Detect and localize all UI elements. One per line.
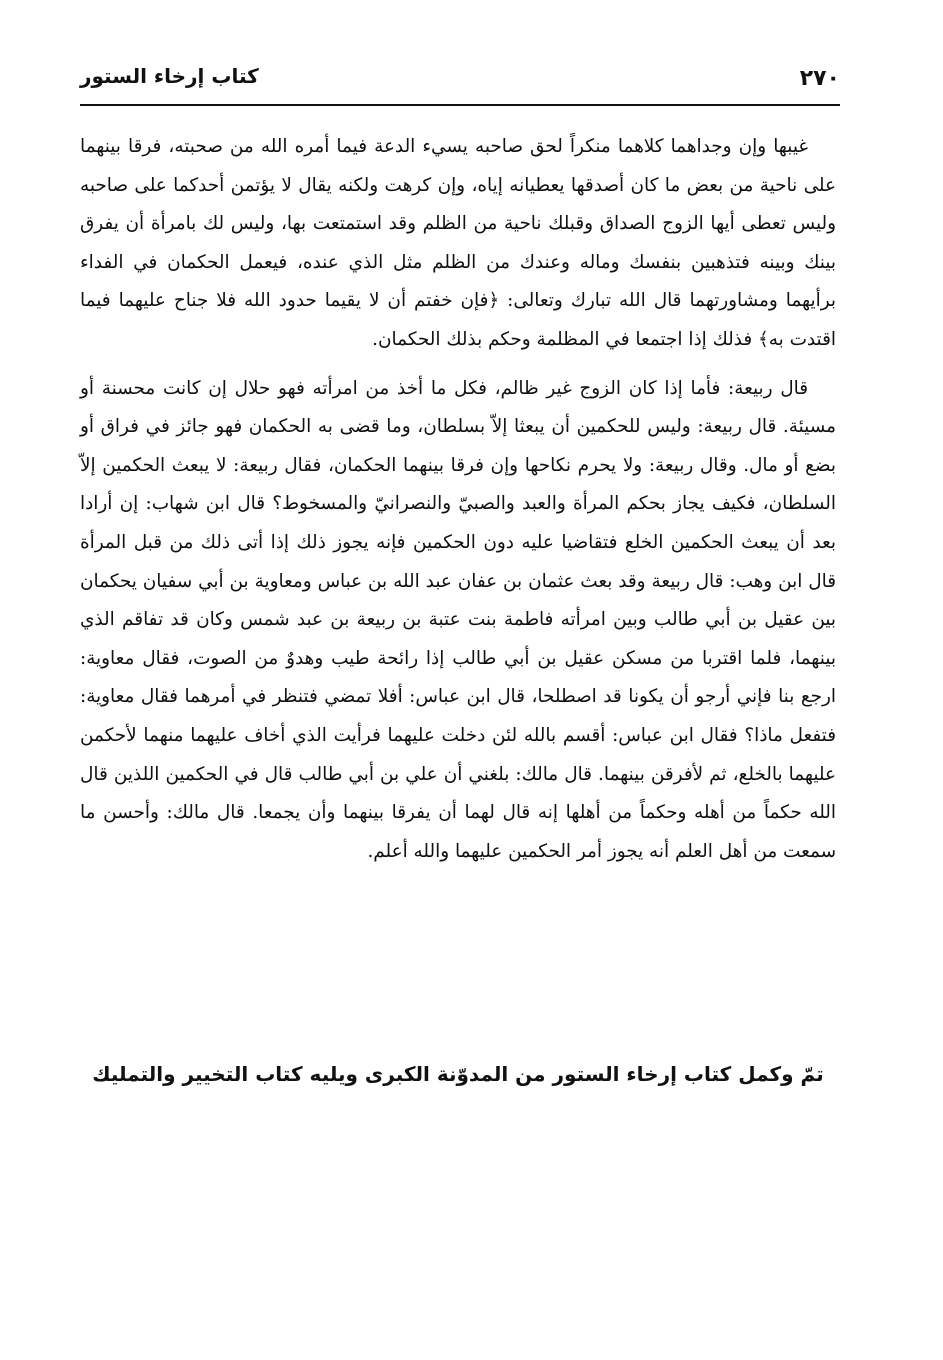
page-number: ٢٧٠ xyxy=(799,66,840,91)
paragraph-2: قال ربيعة: فأما إذا كان الزوج غير ظالم، فكل ما أخذ من امرأته فهو حلال إن كانت محسنة أو مسيئة. قال ربيعة: وليس للحكمين أن يبعثا إلاّ بسلطان، وما قضى به الحكمان فهو جائز في فراق أو بضع أو مال. وقال ربيعة: ولا يحرم نكاحها وإن فرقا بينهما الحكمان، فقال ربيعة: لا يبعث الحكمين إلاّ السلطان، فكيف يجاز بحكم المرأة والعبد والصبيّ والنصرانيّ والمسخوط؟ قال ابن شهاب: إن أرادا بعد أن يبعث الحكمين الخلع فتقاضيا عليه دون الحكمين فإنه يجوز ذلك إذا أتى ذلك من قبل المرأة قال ابن وهب: قال ربيعة وقد بعث عثمان بن عفان عبد الله بن عباس ومعاوية بن أبي سفيان يحكمان بين عقيل بن أبي طالب وبين امرأته فاطمة بنت عتبة بن ربيعة بن عبد شمس وكان قد تفاقم الذي بينهما، فلما اقتربا من مسكن عقيل بن أبي طالب إذا رائحة طيب وهدوٌ من الصوت، فقال معاوية: ارجع بنا فإني أرجو أن يكونا قد اصطلحا، قال ابن عباس: أفلا تمضي فتنظر في أمرهما فقال معاوية: فتفعل ماذا؟ فقال ابن عباس: أقسم بالله لئن دخلت عليهما فرأيت الذي أخاف عليهما منهما لأحكمن عليهما بالخلع، ثم لأفرقن بينهما. قال مالك: بلغني أن علي بن أبي طالب قال في الحكمين اللذين قال الله حكماً من أهله وحكماً من أهلها إنه قال لهما أن يفرقا بينهما وأن يجمعا. قال مالك: وأحسن ما سمعت من أهل العلم أنه يجوز أمر الحكمين عليهما والله أعلم. xyxy=(80,377,836,862)
closing-note: تمّ وكمل كتاب إرخاء الستور من المدوّنة الكبرى ويليه كتاب التخيير والتمليك xyxy=(92,1062,824,1086)
page-header xyxy=(80,58,840,102)
paragraph-1: غيبها وإن وجداهما كلاهما منكراً لحق صاحبه يسيء الدعة فيما أمره الله من صحبته، فرقا بينهما على ناحية من بعض ما كان أصدقها يعطيانه إياه، وإن كرهت ولكنه يقال لا يؤتمن أحدكما على صاحبه وليس تعطى أيها الزوج الصداق وقبلك ناحية من الظلم وقد استمتعت بها، وليس لك بامرأة أن يفرق بينك وبينه فتذهبين بنفسك وماله وعندك من الظلم مثل الذي عنده، فيعمل الحكمان في الفداء برأيهما ومشاورتهما قال الله تبارك وتعالى: ﴿فإن خفتم أن لا يقيما حدود الله فلا جناح عليهما فيما اقتدت به﴾ فذلك إذا اجتمعا في المظلمة وحكم بذلك الحكمان. xyxy=(80,136,836,350)
header-divider xyxy=(80,104,840,106)
main-text xyxy=(80,128,836,871)
running-title: كتاب إرخاء الستور xyxy=(80,64,259,88)
